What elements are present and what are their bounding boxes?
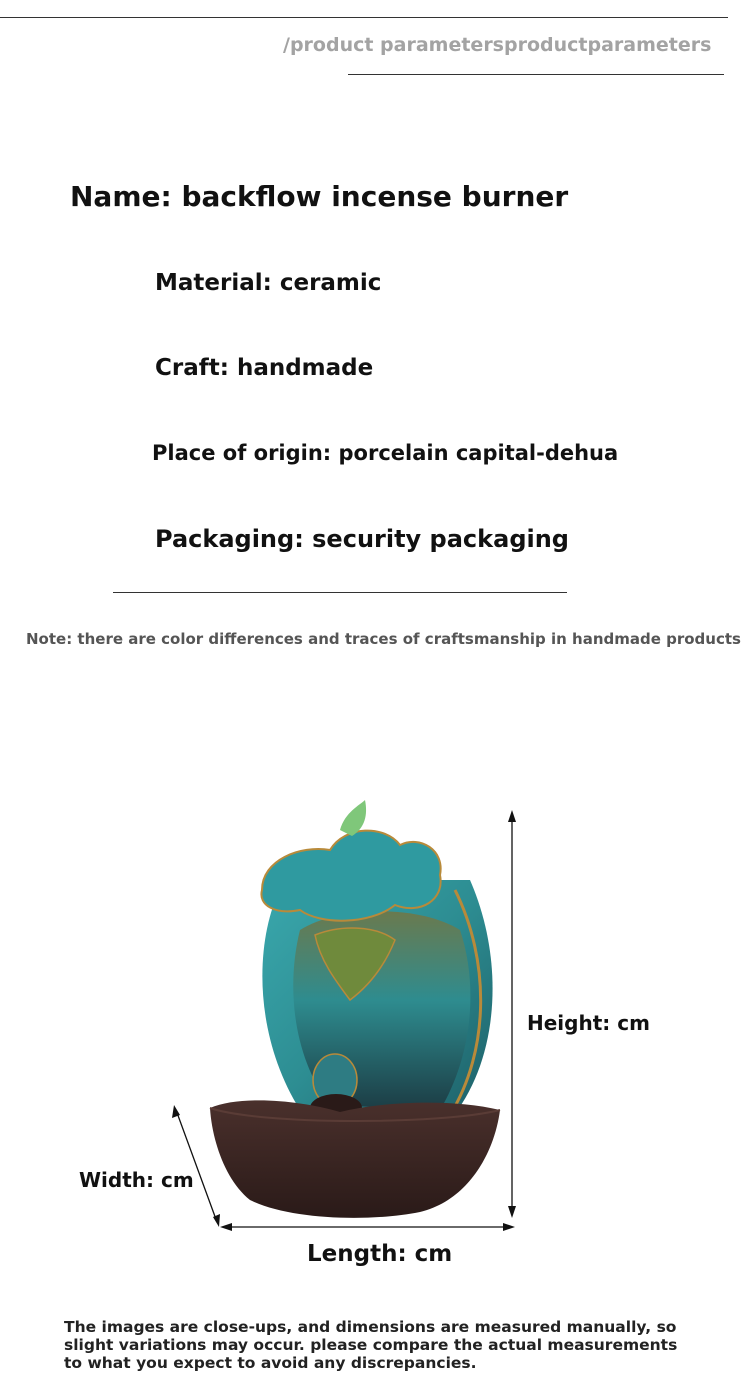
bowl-base xyxy=(210,1100,500,1218)
origin-param: Place of origin: porcelain capital-dehua xyxy=(152,441,619,465)
measurement-disclaimer: The images are close-ups, and dimensions are measured manually, so slight variations may occur. please compare the actual measurements to what you expect to avoid any discrepancies. xyxy=(64,1318,678,1372)
length-arrow xyxy=(220,1223,515,1231)
handmade-note: Note: there are color differences and traces of craftsmanship in handmade products xyxy=(26,630,741,648)
material-param: Material: ceramic xyxy=(155,270,382,296)
height-label: Height: cm xyxy=(527,1011,650,1035)
width-label: Width: cm xyxy=(79,1168,194,1192)
craft-param: Craft: handmade xyxy=(155,355,374,381)
height-arrow xyxy=(508,810,516,1218)
product-name: Name: backflow incense burner xyxy=(70,180,569,213)
section-title: /product parametersproductparameters xyxy=(283,34,712,56)
lotus-cap xyxy=(261,831,440,921)
packaging-param: Packaging: security packaging xyxy=(155,525,569,553)
length-label: Length: cm xyxy=(307,1241,453,1267)
